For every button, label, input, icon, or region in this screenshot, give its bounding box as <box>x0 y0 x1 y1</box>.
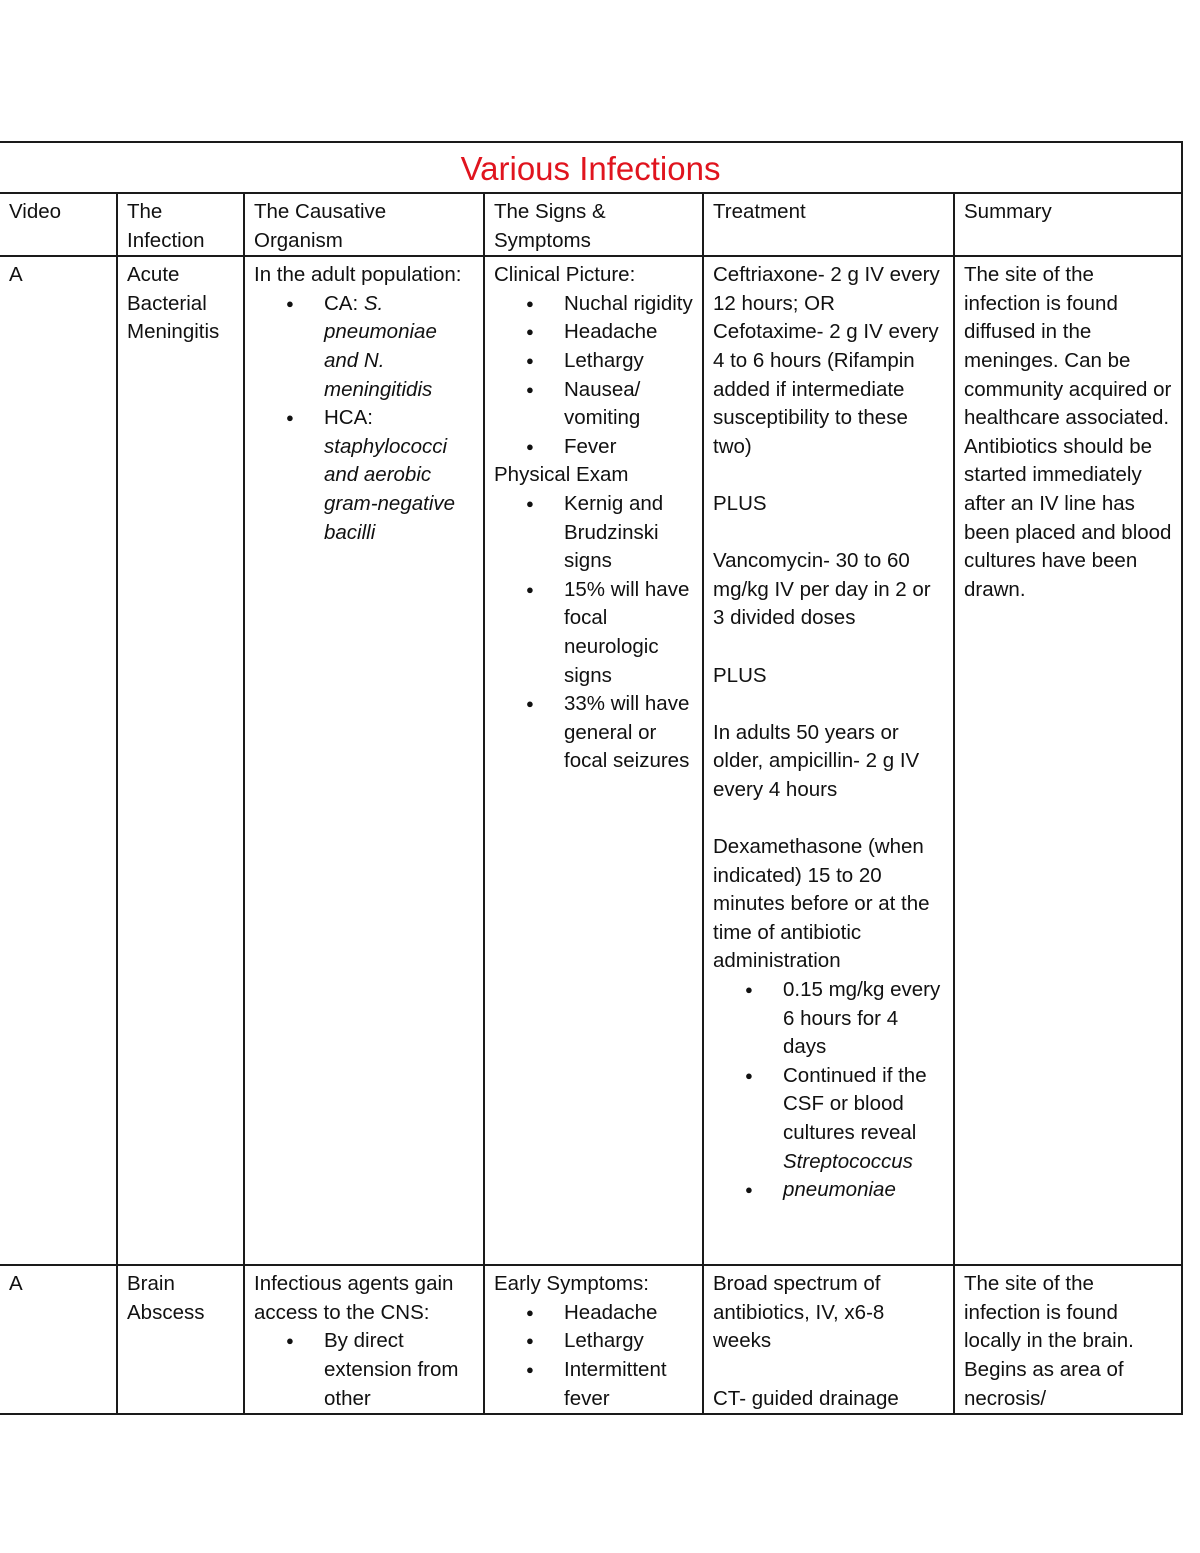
signs-list <box>494 290 693 462</box>
header-row <box>0 193 1182 256</box>
organism-label: CA: <box>324 291 364 315</box>
list-item <box>783 1062 944 1176</box>
signs-list <box>494 490 693 776</box>
header-signs: The Signs & Symptoms <box>484 193 703 256</box>
cell-signs <box>484 1265 703 1414</box>
treatment-paragraph: In adults 50 years or older, ampicillin- 2 g IV every 4 hours <box>713 720 920 801</box>
header-infection: The Infection <box>117 193 244 256</box>
organism-list <box>254 1327 474 1413</box>
cell-organism <box>244 1265 484 1414</box>
organism-intro: Infectious agents gain access to the CNS: <box>254 1272 454 1324</box>
organism-intro: In the adult population: <box>254 263 462 287</box>
list-item: ● Fever <box>564 433 693 462</box>
header-treatment: Treatment <box>703 193 954 256</box>
list-item: ● Nuchal rigidity <box>564 290 693 319</box>
list-item: ● pneumoniae <box>783 1176 944 1205</box>
treatment-paragraph: Ceftriaxone- 2 g IV every 12 hours; OR Cefotaxime- 2 g IV every 4 to 6 hours (Rifampin added if intermediate susceptibility to these two) <box>713 263 940 458</box>
list-item <box>324 290 474 404</box>
list-item <box>324 404 474 547</box>
treatment-plus: PLUS <box>713 491 767 515</box>
organism-detail: staphylococci and aerobic gram-negative bacilli <box>324 434 456 544</box>
organism-list <box>254 290 474 547</box>
list-item: ● By direct extension from other <box>324 1327 474 1413</box>
treatment-list-text: Continued if the CSF or blood cultures reveal <box>783 1063 927 1144</box>
cell-treatment <box>703 256 954 1265</box>
table-row <box>0 1265 1182 1414</box>
organism-detail: S. pneumoniae and N. meningitidis <box>324 291 437 401</box>
table-title: Various Infections <box>0 142 1182 193</box>
cell-video: A <box>0 256 117 1265</box>
list-item: ● 0.15 mg/kg every 6 hours for 4 days <box>783 976 944 1062</box>
list-item: ● Headache <box>564 1299 693 1328</box>
list-item: ● 33% will have general or focal seizures <box>564 690 693 776</box>
cell-organism <box>244 256 484 1265</box>
list-item: ● Headache <box>564 318 693 347</box>
cell-signs <box>484 256 703 1265</box>
treatment-plus: PLUS <box>713 663 767 687</box>
treatment-paragraph: Dexamethasone (when indicated) 15 to 20 minutes before or at the time of antibiotic administration <box>713 835 930 973</box>
header-summary: Summary <box>954 193 1182 256</box>
infections-table <box>0 141 1183 1415</box>
list-item: ● 15% will have focal neurologic signs <box>564 576 693 690</box>
cell-summary: The site of the infection is found locally in the brain. Begins as area of necrosis/ <box>954 1265 1182 1414</box>
list-item: ● Lethargy <box>564 1327 693 1356</box>
cell-treatment <box>703 1265 954 1414</box>
list-item: ● Intermittent fever <box>564 1356 693 1413</box>
header-organism: The Causative Organism <box>244 193 484 256</box>
treatment-paragraph: Broad spectrum of antibiotics, IV, x6-8 weeks <box>713 1272 885 1353</box>
cell-infection: Brain Abscess <box>117 1265 244 1414</box>
organism-label: HCA: <box>324 406 373 430</box>
treatment-list <box>713 976 944 1205</box>
header-video: Video <box>0 193 117 256</box>
list-item: ● Kernig and Brudzinski signs <box>564 490 693 576</box>
signs-list <box>494 1299 693 1413</box>
signs-heading: Clinical Picture: <box>494 263 636 287</box>
cell-summary: The site of the infection is found diffused in the meninges. Can be community acquired or healthcare associated. Antibiotics should be started immediately after an IV line has been placed and blood cultures have been drawn. <box>954 256 1182 1265</box>
treatment-italic-text: Streptococcus <box>783 1149 913 1173</box>
cell-video: A <box>0 1265 117 1414</box>
cell-infection: Acute Bacterial Meningitis <box>117 256 244 1265</box>
treatment-paragraph: CT- guided drainage <box>713 1386 899 1410</box>
table-row <box>0 256 1182 1265</box>
list-item: ● Nausea/ vomiting <box>564 376 693 433</box>
signs-heading: Early Symptoms: <box>494 1272 649 1296</box>
list-item: ● Lethargy <box>564 347 693 376</box>
signs-heading: Physical Exam <box>494 463 629 487</box>
treatment-paragraph: Vancomycin- 30 to 60 mg/kg IV per day in 2 or 3 divided doses <box>713 549 931 630</box>
